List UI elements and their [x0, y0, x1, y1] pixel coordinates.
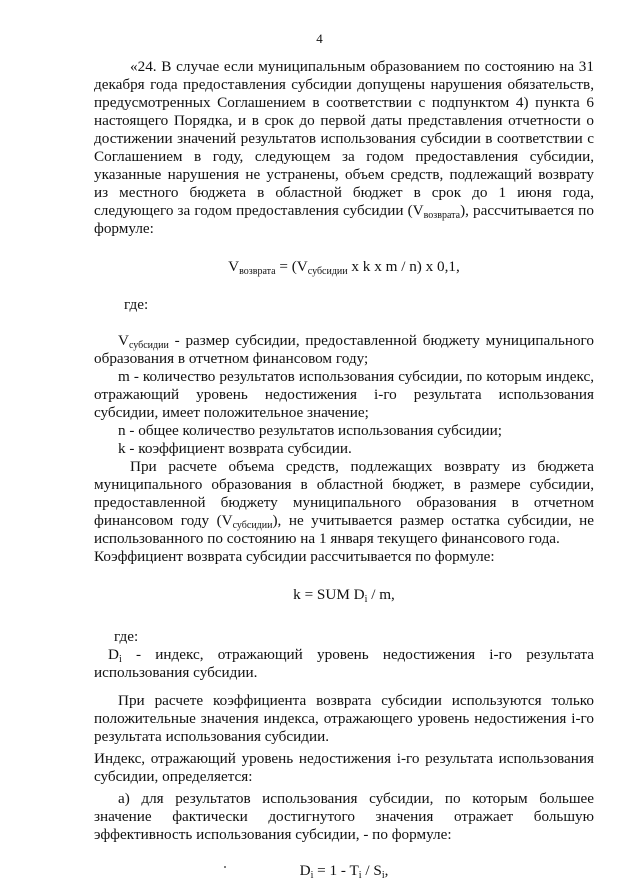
formula-di: $D_i = 1 - T_i / S_i$,: [299, 862, 389, 881]
where-label: где:: [124, 296, 149, 313]
paragraph-coefficient-intro: Коэффициент возврата субсидии рассчитывается по формуле:: [94, 548, 495, 565]
scan-speck: [224, 866, 226, 868]
paragraph-case-a: а) для результатов использования субсидии, по которым большее значение фактически достигнутого значения отражает большую эффективность использования субсидии, - по формуле:: [94, 790, 594, 843]
definition-di: $D_i$ - индекс, отражающий уровень недостижения i-го результата использования субсидии.: [94, 646, 594, 681]
definition-m: m - количество результатов использования субсидии, по которым индекс, отражающий уровень недостижения i-го результата использования субсидии, имеет положительное значение;: [94, 368, 594, 421]
definition-v-subsidii: $V_{субсидии}$ - размер субсидии, предоставленной бюджету муниципального образования в отчетном финансовом году;: [94, 332, 594, 367]
paragraph-24: «24. В случае если муниципальным образованием по состоянию на 31 декабря года предоставления субсидии допущены нарушения обязательств, предусмотренных Соглашением в соответствии с подпунктом 4) пункта 6 настоящего Порядка, и в срок до первой даты представления отчетности о достижении значений результатов использования субсидии в соответствии с Соглашением в году, следующем за годом предоставления субсидии, указанные нарушения не устранены, объем средств, подлежащий возврату из местного бюджета в областной бюджет в срок до 1 июня года, следующего за годом предоставления субсидии $(V_{возврата})$, рассчитывается по формуле:: [94, 58, 594, 237]
paragraph-index-definition: Индекс, отражающий уровень недостижения i-го результата использования субсидии, определяется:: [94, 750, 594, 785]
paragraph-positive-values: При расчете коэффициента возврата субсидии используются только положительные значения индекса, отражающего уровень недостижения i-го результата использования субсидии.: [94, 692, 594, 745]
page-number: 4: [316, 31, 323, 46]
where-label-2: где:: [114, 628, 139, 645]
document-body: [94, 58, 594, 880]
formula-v-vozvrata: $V_{возврата} = (V_{субсидии}$ x k x m / n) x 0,1,: [228, 258, 460, 277]
definition-k: k - коэффициент возврата субсидии.: [118, 440, 352, 457]
formula-k: k = SUM $D_i$ / m,: [293, 586, 395, 605]
paragraph-calculation-note: При расчете объема средств, подлежащих возврату из бюджета муниципального образования в областной бюджет, в размере субсидии, предоставленной бюджету муниципального образования в отчетном финансовом году $(V_{субсидии})$, не учитывается размер остатка субсидии, не использованного по состоянию на 1 января текущего финансового года.: [94, 458, 594, 547]
definition-n: n - общее количество результатов использования субсидии;: [118, 422, 502, 439]
